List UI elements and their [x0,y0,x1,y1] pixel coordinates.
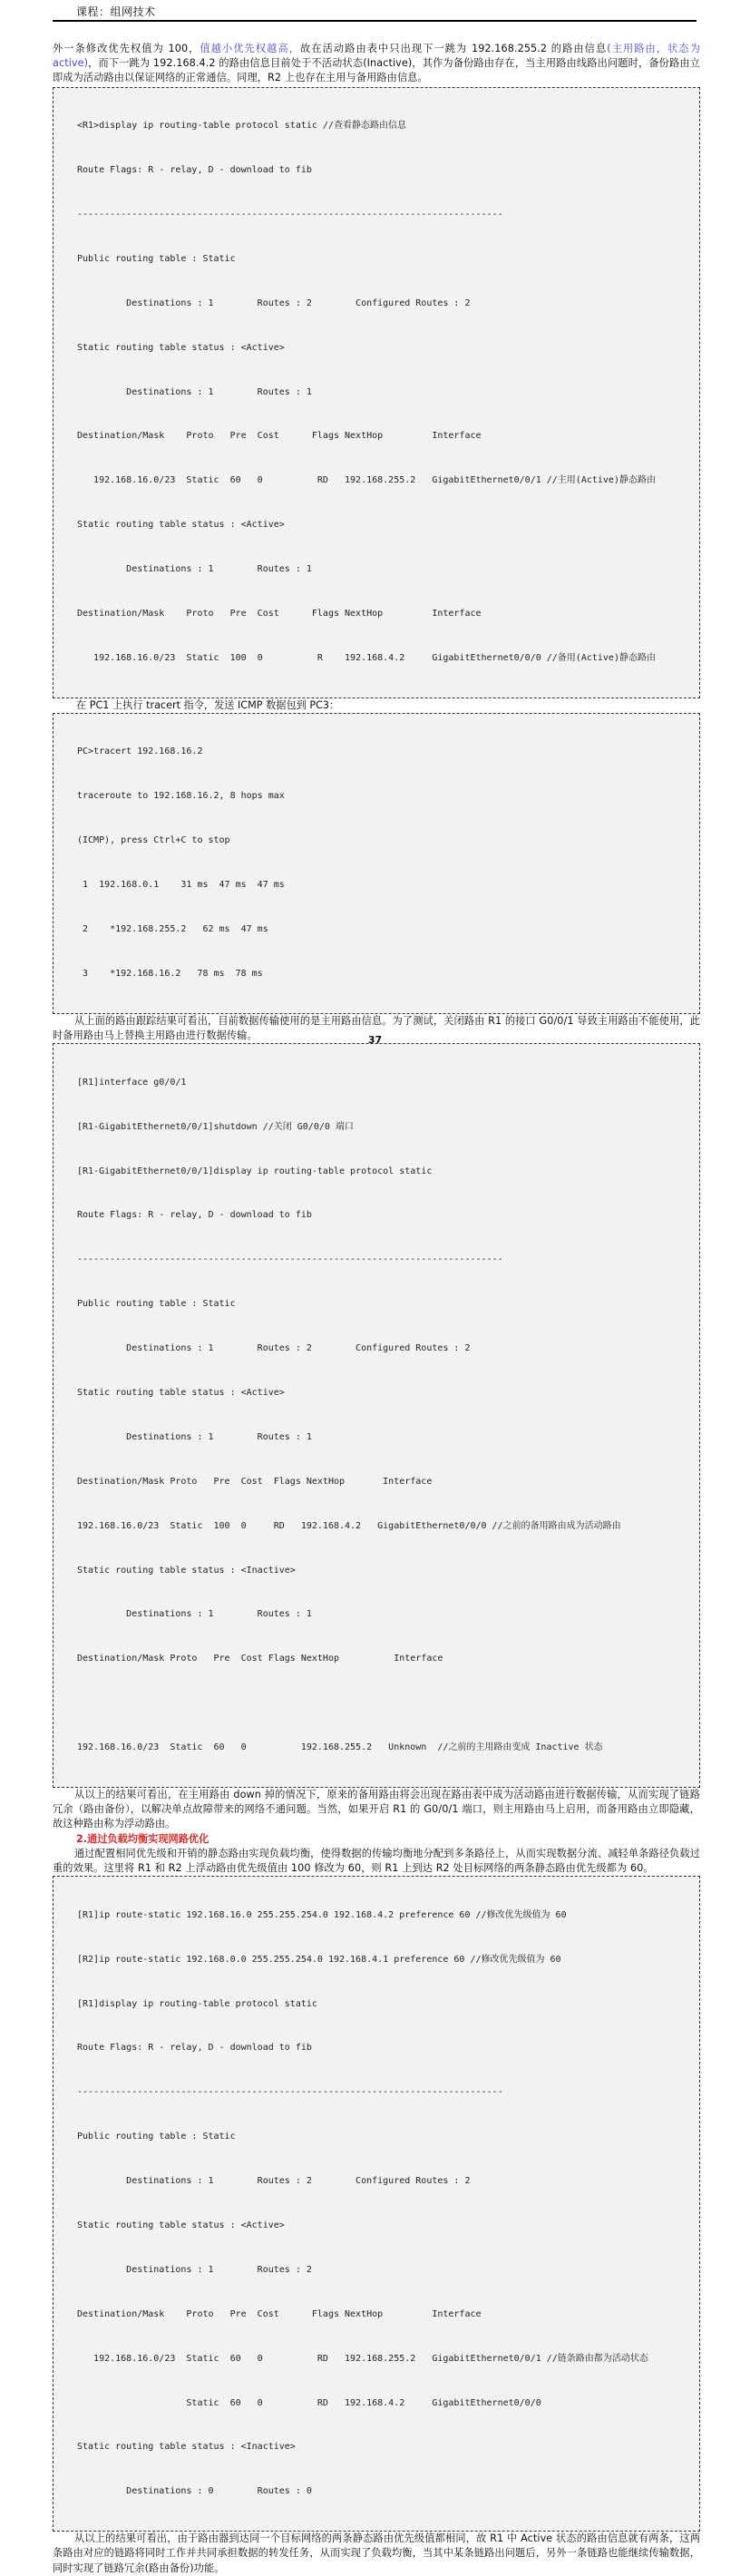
code-line: Static routing table status : <Active> [77,1387,285,1398]
code-line: Destinations : 1 Routes : 2 Configured Routes : 2 [77,2176,471,2187]
code-block-shutdown [53,1043,700,1788]
code-line: [R1]display ip routing-table protocol static [77,1998,317,2009]
intro-text-1: 外一条修改优先权值为 100， [53,43,200,54]
intro-text-2: 故在活动路由表中只出现下一跳为 192.168.255.2 的路由信息 [300,43,608,54]
intro-highlight-1: 值越小优先权越高， [200,43,301,54]
code-line: [R1-GigabitEthernet0/0/1]display ip routing-table protocol static [77,1166,433,1176]
code-line: Destinations : 1 Routes : 2 [77,2264,312,2275]
code-line: Static routing table status : <Inactive> [77,2442,296,2453]
code-line: traceroute to 192.168.16.2, 8 hops max [77,791,285,802]
code-line: Destinations : 1 Routes : 1 [77,386,312,397]
code-line: ------------------------------------------------------------------------------ [77,1254,503,1265]
code-block-tracert [53,713,700,1014]
code-line: Static routing table status : <Active> [77,520,285,531]
code-line: Destinations : 1 Routes : 1 [77,1609,312,1620]
code-line: Destination/Mask Proto Pre Cost Flags NextHop Interface [77,1476,433,1487]
code-line: 192.168.16.0/23 Static 60 0 RD 192.168.255.2 GigabitEthernet0/0/1 //链条路由都为活动状态 [77,2353,648,2364]
code-line: ------------------------------------------------------------------------------ [77,209,503,220]
code-line: Static routing table status : <Inactive> [77,1565,296,1576]
code-line: [R1]interface g0/0/1 [77,1077,187,1088]
code-line: Destination/Mask Proto Pre Cost Flags NextHop Interface [77,1654,443,1664]
code-line: Static routing table status : <Active> [77,342,285,353]
code-block-load-balance [53,1876,700,2532]
code-line: 192.168.16.0/23 Static 100 0 R 192.168.4.2 GigabitEthernet0/0/0 //备用(Active)静态路由 [77,652,656,663]
intro-text-3: ，而下一跳为 192.168.4.2 的路由信息目前处于不活动状态(Inactive)，其作为备份路由存在，当主用路由线路出问题时，备份路由立即成为活动路由以保证网络的正常通信。同理，R2 上也存在主用与备用路由信息。 [53,57,700,84]
code-line: Destinations : 0 Routes : 0 [77,2486,312,2497]
intro-paragraph [53,42,700,86]
load-balance-paragraph: 通过配置相同优先级和开销的静态路由实现负载均衡，使得数据的传输均衡地分配到多条路径上，从而实现数据分流、减轻单条路径负载过重的效果。这里将 R1 和 R2 上浮动路由优先级值由 100 修改为 60，则 R1 上到达 R2 处目标网络的两条静态路由优先级都为 60。 [53,1847,700,1874]
code-line: Static 60 0 RD 192.168.4.2 GigabitEthernet0/0/0 [77,2397,541,2408]
shutdown-paragraph: 从上面的路由跟踪结果可看出，目前数据传输使用的是主用路由信息。为了测试，关闭路由 R1 的接口 G0/0/1 导致主用路由不能使用，此时备用路由马上替换主用路由进行数据传输。 [53,1014,700,1041]
code-line: <R1>display ip routing-table protocol static //查看静态路由信息 [77,121,406,132]
code-line: Static routing table status : <Active> [77,2220,285,2231]
code-line: [R1]ip route-static 192.168.16.0 255.255.254.0 192.168.4.2 preference 60 //修改优先级值为 60 [77,1909,567,1920]
code-line: [R1-GigabitEthernet0/0/1]shutdown //关闭 G0/0/0 端口 [77,1121,354,1132]
code-line: Route Flags: R - relay, D - download to fib [77,165,312,176]
code-line: Route Flags: R - relay, D - download to fib [77,1210,312,1221]
conclusion-paragraph: 从以上的结果可看出，由于路由器到达同一个目标网络的两条静态路由优先级值都相同，故 R1 中 Active 状态的路由信息就有两条，这两条路由对应的链路将同时工作并共同承担数据的转发任务，从而实现了负载均衡，当其中某条链路出问题后，另外一条链路也能继续传输数据，同时实现了链路冗余(路由备份)功能。 [53,2532,700,2574]
code-line: 3 *192.168.16.2 78 ms 78 ms [77,968,263,979]
section-heading: 2.通过负载均衡实现网路优化 [76,1832,209,1845]
code-line: Public routing table : Static [77,253,236,264]
code-line: Destinations : 1 Routes : 2 Configured Routes : 2 [77,1343,471,1354]
code-line [77,1696,699,1711]
code-block-static-routes [53,87,700,698]
code-line: [R2]ip route-static 192.168.0.0 255.255.254.0 192.168.4.1 preference 60 //修改优先级值为 60 [77,1954,561,1965]
code-line: PC>tracert 192.168.16.2 [77,746,203,757]
intro-highlight-2: (主用路由，状态为 active) [53,43,700,70]
code-line: Route Flags: R - relay, D - download to fib [77,2043,312,2054]
code-line: Destination/Mask Proto Pre Cost Flags NextHop Interface [77,431,482,442]
code-line: (ICMP), press Ctrl+C to stop [77,835,230,846]
code-line: Destinations : 1 Routes : 2 Configured Routes : 2 [77,298,471,308]
code-line: 2 *192.168.255.2 62 ms 47 ms [77,923,268,934]
code-line: Destinations : 1 Routes : 1 [77,564,312,575]
code-line: 1 192.168.0.1 31 ms 47 ms 47 ms [77,880,285,891]
tracert-intro: 在 PC1 上执行 tracert 指令，发送 ICMP 数据包到 PC3： [76,698,340,711]
code-line: 192.168.16.0/23 Static 60 0 RD 192.168.255.2 GigabitEthernet0/0/1 //主用(Active)静态路由 [77,475,656,486]
code-line: ------------------------------------------------------------------------------ [77,2087,503,2098]
page-number: 37 [367,1034,383,1046]
code-line: Destination/Mask Proto Pre Cost Flags NextHop Interface [77,2308,482,2319]
code-line: 192.168.16.0/23 Static 100 0 RD 192.168.4.2 GigabitEthernet0/0/0 //之前的备用路由成为活动路由 [77,1520,621,1531]
page-header [53,0,696,22]
course-title: 课程：组网技术 [76,5,156,18]
code-line: Public routing table : Static [77,1299,236,1310]
code-line: Destinations : 1 Routes : 1 [77,1431,312,1442]
code-line: Destination/Mask Proto Pre Cost Flags NextHop Interface [77,609,482,619]
code-line: Public routing table : Static [77,2132,236,2142]
code-line: 192.168.16.0/23 Static 60 0 192.168.255.2 Unknown //之前的主用路由变成 Inactive 状态 [77,1742,603,1753]
page-body [53,42,700,2576]
redundancy-paragraph: 从以上的结果可看出，在主用路由 down 掉的情况下，原来的备用路由将会出现在路由表中成为活动路由进行数据传输，从而实现了链路冗余（路由备份），以解决单点故障带来的网络不通问题。当然，如果开启 R1 的 G0/0/1 端口，则主用路由马上启用，而备用路由立即隐藏，故这种路由称为浮动路由。 [53,1788,700,1830]
